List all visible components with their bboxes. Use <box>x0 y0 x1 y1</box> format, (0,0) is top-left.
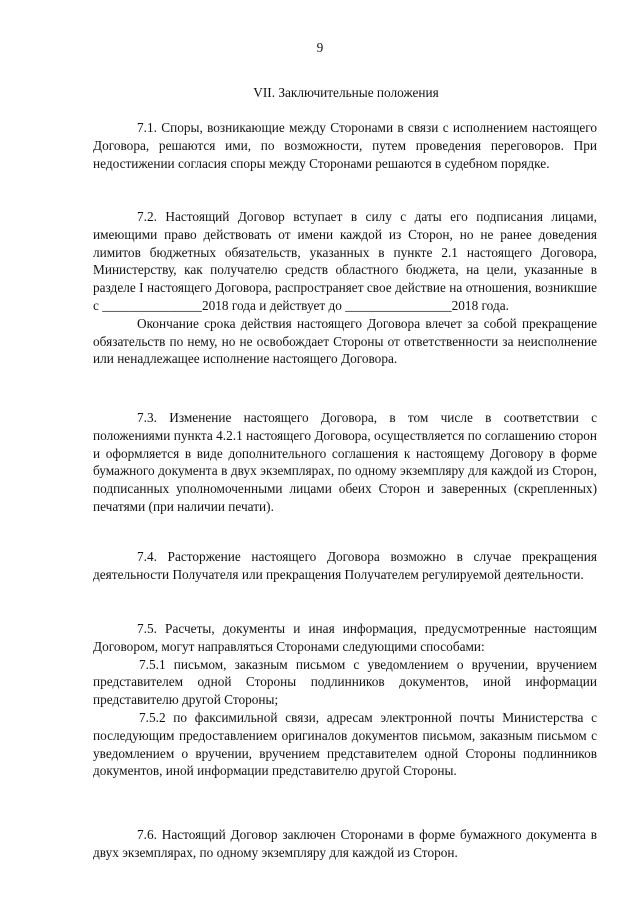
clause-7-5 <box>93 620 597 780</box>
page-number: 9 <box>316 40 324 55</box>
clause-7-3 <box>93 409 597 516</box>
paragraph-7-3: 7.3. Изменение настоящего Договора, в том числе в соответствии с положениями пункта 4.2.1 настоящего Договора, осуществляется по соглашению сторон и оформляется в виде дополнительного соглашения к настоящему Договору в форме бумажного документа в двух экземплярах, по одному экземпляру для каждой из Сторон, подписанных уполномоченными лицами обеих Сторон и заверенных (скрепленных) печатями (при наличии печати). <box>93 410 597 514</box>
paragraph-7-5: 7.5. Расчеты, документы и иная информация, предусмотренные настоящим Договором, могут направляться Сторонами следующими способами: <box>93 621 597 654</box>
paragraph-7-5-2: 7.5.2 по факсимильной связи, адресам электронной почты Министерства с последующим предоставлением оригиналов документов письмом, заказным письмом с уведомлением о вручении, вручением представителем одной Стороны подлинников документов, иной информации представителю другой Стороны. <box>93 709 597 779</box>
clause-7-6 <box>93 826 597 862</box>
paragraph-7-4: 7.4. Расторжение настоящего Договора возможно в случае прекращения деятельности Получателя или прекращения Получателем регулируемой деятельности. <box>93 549 597 582</box>
paragraph-7-5-1: 7.5.1 письмом, заказным письмом с уведомлением о вручении, вручением представителем одной Стороны подлинников документов, иной информации представителю другой Стороны; <box>93 656 597 708</box>
paragraph-7-2-term-end: Окончание срока действия настоящего Договора влечет за собой прекращение обязательств по нему, но не освобождает Стороны от ответственности за неисполнение или ненадлежащее исполнение настоящего Договора. <box>93 315 597 367</box>
clause-7-4 <box>93 548 597 584</box>
paragraph-7-1: 7.1. Споры, возникающие между Сторонами в связи с исполнением настоящего Договора, решаются ими, по возможности, путем проведения переговоров. При недостижении согласия споры между Сторонами решаются в судебном порядке. <box>93 120 597 171</box>
paragraph-7-2: 7.2. Настоящий Договор вступает в силу с даты его подписания лицами, имеющими право действовать от имени каждой из Сторон, но не ранее доведения лимитов бюджетных обязательств, указанных в пункте 2.1 настоящего Договора, Министерству, как получателю средств областного бюджета, на цели, указанные в разделе I настоящего Договора, распространяет свое действие на отношения, возникшие с _______________2018 года и действует до ________________2018 года. <box>93 209 597 313</box>
clause-7-1 <box>93 119 597 172</box>
section-heading: VII. Заключительные положения <box>253 85 439 100</box>
paragraph-7-6: 7.6. Настоящий Договор заключен Сторонами в форме бумажного документа в двух экземплярах, по одному экземпляру для каждой из Сторон. <box>93 827 597 860</box>
clause-7-2 <box>93 208 597 368</box>
